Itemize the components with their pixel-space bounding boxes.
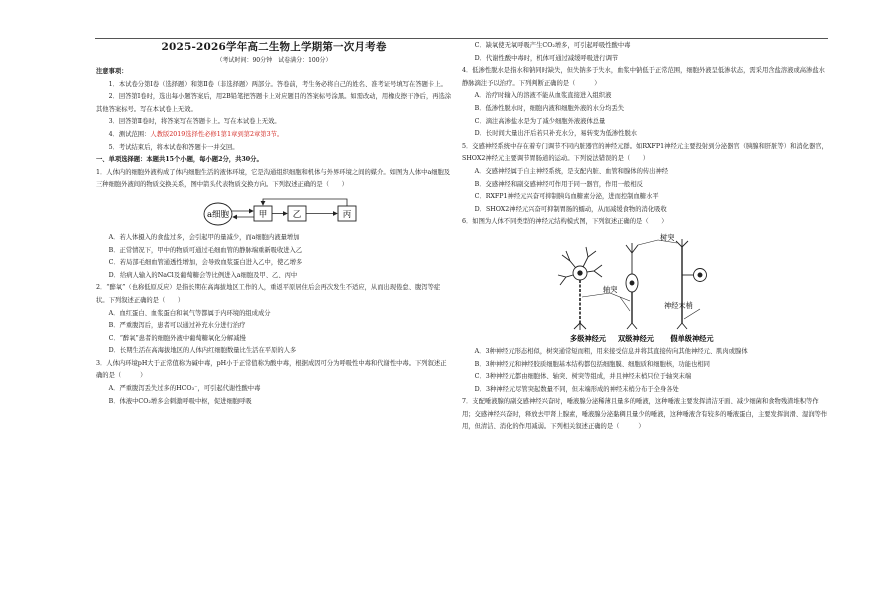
- q6-option-d: D．3种神经元尽管突起数量不同，但末端形成的神经末梢分布于全身各处: [474, 385, 679, 393]
- question-1-stem: 1．人体内的细胞外液构成了体内细胞生活的液体环境，它是沟通组织细胞和机体与外界环境之间的媒介。如图为人体中a细胞及三种细胞外液间的物质交换关系，图中箭头代表物质交换方向。下列叙述正确的是（ ）: [96, 168, 451, 189]
- q4-option-b: B．低渗性脱水时，细胞内液和细胞外液的水分均丢失: [474, 104, 625, 112]
- q6-option-b: B．3种神经元和神经胶质细胞基本结构都包括细胞膜、细胞质和细胞核，功能也相同: [474, 360, 710, 368]
- neuron-types-diagram: [462, 231, 828, 344]
- q3-option-c: C．缺氧使无氧呼吸产生CO₂增多，可引起呼吸性酸中毒: [474, 42, 631, 49]
- label-dendrite: 树突: [660, 232, 675, 242]
- label-jia: 甲: [258, 209, 268, 220]
- q2-option-d: D．长期生活在高海拔地区的人体内红细胞数量比生活在平原的人多: [108, 347, 297, 355]
- q1-option-b: B．正常情况下，甲中的物质可通过毛细血管的静脉端重新吸收进入乙: [108, 246, 303, 254]
- question-5-stem: 5．交感神经系统中存在着专门调节不同内脏器官的神经元群。如RXFP1神经元主要投射到分泌器官（胰腺和肝脏等）和消化器官，SHOX2神经元主要调节胃肠道的运动。下列说法错误的是（ ）: [462, 142, 828, 163]
- q5-option-c: C．RXFP1神经元兴奋可抑制胰岛血糖素分泌，进而控制血糖水平: [474, 193, 659, 201]
- fluid-exchange-diagram: [96, 195, 452, 229]
- bipolar-neuron: [626, 243, 638, 329]
- note-4: [96, 129, 452, 142]
- top-rule: [95, 38, 828, 39]
- note-2: 2．回答第Ⅰ卷时，选出每小题答案后，用2B铅笔把答题卡上对应题目的答案标号涂黑。如需改动，用橡皮擦干净后，再选涂其他答案标号。写在本试卷上无效。: [96, 93, 452, 113]
- exam-meta: （考试时间：90分钟 试卷满分：100分）: [216, 57, 332, 64]
- question-2-stem: 2．“醉氧”（也称低原反应）是指长期在高海拔地区工作的人，重返平原居住后会再次发生不适应，从而出现倦怠、腹泻等症状。下列叙述正确的是（ ）: [96, 284, 441, 304]
- q4-option-c: C．滴注高渗盐水是为了减少细胞外液液体总量: [474, 117, 606, 125]
- q4-option-a: A．治疗时输入的溶液不能从血浆直接进入组织液: [474, 92, 612, 100]
- test-scope: 人教版2019选择性必修1第1章到第2章第3节。: [150, 130, 284, 138]
- label-nerve-ending: 神经末梢: [664, 300, 693, 310]
- q3-option-a: A．严重腹泻丢失过多的HCO₃⁻，可引起代谢性酸中毒: [108, 385, 261, 393]
- label-yi: 乙: [292, 209, 302, 220]
- q1-option-d: D．给病人输入的NaCl及葡萄糖会等比例进入a细胞及甲、乙、丙中: [108, 271, 298, 279]
- note-3: 3．回答第Ⅱ卷时，将答案写在答题卡上。写在本试卷上无效。: [108, 118, 281, 126]
- label-axon: 轴突: [603, 284, 618, 294]
- caption-pseudounipolar: 假单级神经元: [670, 333, 714, 343]
- q1-option-c: C．若局部毛细血管通透性增加，会导致血浆蛋白进入乙中，使乙增多: [108, 259, 303, 267]
- label-bing: 丙: [342, 209, 352, 220]
- question-4-stem: 4．低渗性脱水是指水和钠同时缺失，但失钠多于失水，血浆中钠低于正常范围，细胞外液呈低渗状态，需采用含盐溶液或高渗盐水静脉滴注予以治疗。下列判断正确的是（ ）: [462, 67, 825, 87]
- caption-multipolar: 多级神经元: [570, 333, 606, 343]
- q4-option-d: D．长时间大量出汗后若只补充水分，易转变为低渗性脱水: [474, 130, 638, 138]
- q3-option-d: D．代谢性酸中毒时，机体可通过减缓呼吸进行调节: [474, 54, 619, 62]
- label-a-cell: a细胞: [206, 209, 230, 220]
- notes-heading: 注意事项：: [96, 68, 128, 75]
- question-6-stem: 6．如图为人体不同类型的神经元结构模式图，下列叙述正确的是（ ）: [462, 218, 668, 226]
- exam-title: 2025-2026学年高二生物上学期第一次月考卷: [161, 41, 387, 53]
- q1-option-a: A．若人体摄入的食盐过多，会引起甲的量减少，而a细胞内液量增加: [108, 233, 300, 241]
- pseudounipolar-neuron: [676, 239, 707, 329]
- section-heading: 一、单项选择题：本题共15个小题，每小题2分，共30分。: [96, 156, 263, 164]
- q5-option-d: D．SHOX2神经元兴奋可抑制胃肠的蠕动，从而减缓食物的消化吸收: [474, 205, 667, 213]
- q2-option-a: A．血红蛋白、血浆蛋白和氧气等都属于内环境的组成成分: [108, 309, 271, 317]
- right-column: [462, 40, 828, 434]
- q3-option-b: B．体液中CO₂增多会刺激呼吸中枢，促进细胞呼吸: [108, 397, 252, 405]
- q5-option-b: B．交感神经和副交感神经可作用于同一器官，作用一般相反: [474, 180, 643, 188]
- multipolar-neuron: [558, 247, 602, 330]
- note-5: 5．考试结束后，将本试卷和答题卡一并交回。: [108, 143, 239, 151]
- q2-option-b: B．严重腹泻后，患者可以通过补充水分进行治疗: [108, 322, 246, 330]
- q6-option-c: C．3种神经元都由细胞体、轴突、树突等组成，并且神经末梢只位于轴突末端: [474, 373, 692, 381]
- caption-bipolar: 双级神经元: [618, 333, 654, 343]
- q5-option-a: A．交感神经属于自主神经系统，是支配内脏、血管和腺体的传出神经: [474, 167, 669, 175]
- note-4-prefix: 4．测试范围：: [108, 130, 151, 138]
- question-3-stem: 3．人体内环境pH大于正常值称为碱中毒，pH小于正常值称为酸中毒，根据成因可分为呼吸性中毒和代谢性中毒。下列叙述正确的是（ ）: [96, 359, 447, 380]
- question-7-stem: 7．支配唾液腺的副交感神经兴奋时，唾液腺分泌稀薄且量多的唾液，这种唾液主要发挥清洁牙面、减少细菌和食物残渣堆积等作用；交感神经兴奋时，释放去甲肾上腺素，唾液腺分泌黏稠且量少的唾液，这种唾液含有较多的唾液蛋白，主要发挥润滑、湿润等作用，但清洁、消化的作用减弱。下列相关叙述正确的是（ ）: [462, 398, 828, 431]
- note-1: 1．本试卷分第Ⅰ卷（选择题）和第Ⅱ卷（非选择题）两部分。答卷前，考生务必将自己的姓名、准考证号填写在答题卡上。: [108, 80, 447, 88]
- left-column: [96, 40, 452, 408]
- q2-option-c: C．“醉氧”患者的细胞外液中葡萄糖氧化分解减慢: [108, 334, 246, 342]
- q6-option-a: A．3种神经元形态相似，树突通常短而粗，用来接受信息并将其直接传向其他神经元、肌肉或腺体: [474, 347, 748, 355]
- arrow-bing-to-jia: [263, 199, 347, 206]
